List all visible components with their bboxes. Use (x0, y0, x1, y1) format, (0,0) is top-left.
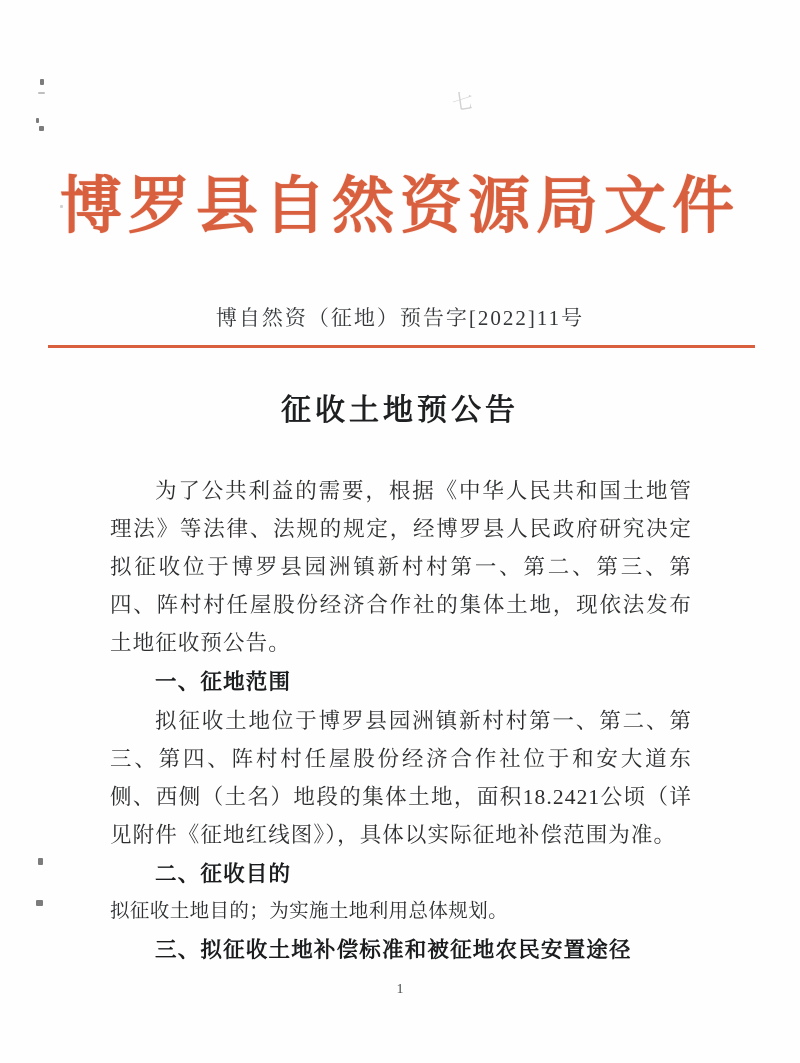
scan-speckle (36, 900, 43, 906)
handwritten-mark-icon: 七 (450, 88, 475, 116)
scan-speckle (38, 92, 45, 94)
section-text-1: 拟征收土地位于博罗县园洲镇新村村第一、第二、第三、第四、阵村村任屋股份经济合作社位于和安大道东侧、西侧（土名）地段的集体土地，面积18.2421公顷（详见附件《征地红线图》），具体以实际征地补偿范围为准。 (110, 709, 692, 847)
page-title: 征收土地预公告 (281, 394, 519, 427)
section-heading-1: 一、征地范围 (155, 670, 292, 694)
section-text-2: 拟征收土地目的；为实施土地利用总体规划。 (110, 901, 509, 922)
intro-paragraph: 为了公共利益的需要，根据《中华人民共和国土地管理法》等法律、法规的规定，经博罗县人民政府研究决定拟征收位于博罗县园洲镇新村村第一、第二、第三、第四、阵村村任屋股份经济合作社的集体土地，现依法发布土地征收预公告。 (110, 479, 692, 655)
document-body (110, 472, 692, 970)
scan-speckle (36, 118, 39, 123)
section-heading-2: 二、征收目的 (155, 862, 292, 886)
red-divider (48, 345, 755, 348)
scan-speckle (38, 858, 43, 865)
scan-speckle (40, 79, 44, 85)
page-number: 1 (396, 982, 404, 997)
section-heading-3: 三、拟征收土地补偿标准和被征地农民安置途径 (155, 938, 632, 962)
document-number: 博自然资（征地）预告字[2022]11号 (215, 306, 585, 330)
document-masthead: 博罗县自然资源局文件 (59, 173, 740, 241)
scan-speckle (39, 126, 44, 131)
